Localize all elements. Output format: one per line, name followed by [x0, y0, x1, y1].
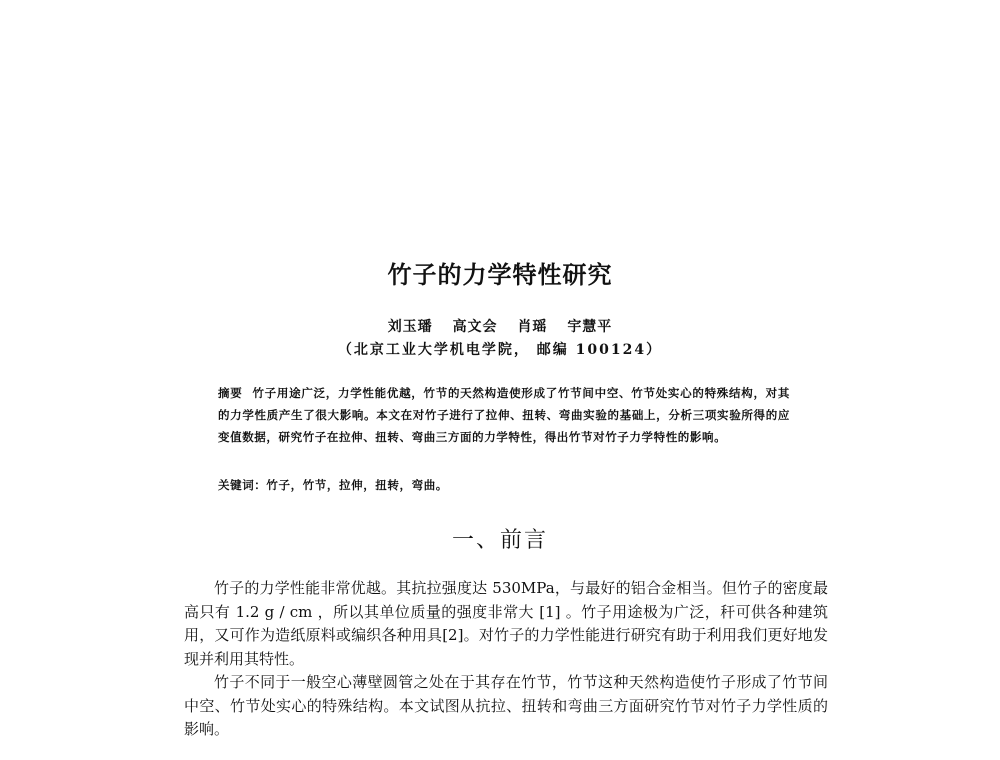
paper-title: 竹子的力学特性研究 — [387, 261, 613, 289]
keywords-label: 关键词： — [218, 478, 267, 492]
abstract — [218, 382, 790, 448]
keywords — [218, 477, 790, 493]
author-name: 高文会 — [452, 319, 498, 335]
affiliation: （北京工业大学机电学院， 邮编 100124） — [337, 342, 663, 358]
keywords-text: 竹子，竹节，拉伸，扭转，弯曲。 — [266, 478, 448, 492]
section-body — [184, 577, 828, 742]
author-list — [0, 316, 1000, 336]
author-name: 肖瑶 — [517, 319, 548, 335]
abstract-text: 竹子用途广泛，力学性能优越，竹节的天然构造使形成了竹节间中空、竹节处实心的特殊结构，对其的力学性质产生了很大影响。本文在对竹子进行了拉伸、扭转、弯曲实验的基础上，分析三项实验所得的应变值数据，研究竹子在拉伸、扭转、弯曲三方面的力学特性，得出竹节对竹子力学特性的影响。 — [218, 386, 790, 444]
author-name: 刘玉璠 — [387, 319, 433, 335]
abstract-label: 摘要 — [218, 386, 243, 400]
section-heading: 一、前言 — [451, 528, 548, 553]
body-paragraph: 竹子不同于一般空心薄壁圆管之处在于其存在竹节，竹节这种天然构造使竹子形成了竹节间中空、竹节处实心的特殊结构。本文试图从抗拉、扭转和弯曲三方面研究竹节对竹子力学性质的影响。 — [184, 673, 828, 738]
author-name: 宇慧平 — [567, 319, 613, 335]
body-paragraph: 竹子的力学性能非常优越。其抗拉强度达 530MPa，与最好的铝合金相当。但竹子的密度最高只有 1.2 g / cm ，所以其单位质量的强度非常大 [1] 。竹子用途极为广泛，秆可供各种建筑用，又可作为造纸原料或编织各种用具[2]。对竹子的力学性能进行研究有助于利用我们更好地发现并利用其特性。 — [184, 579, 828, 668]
